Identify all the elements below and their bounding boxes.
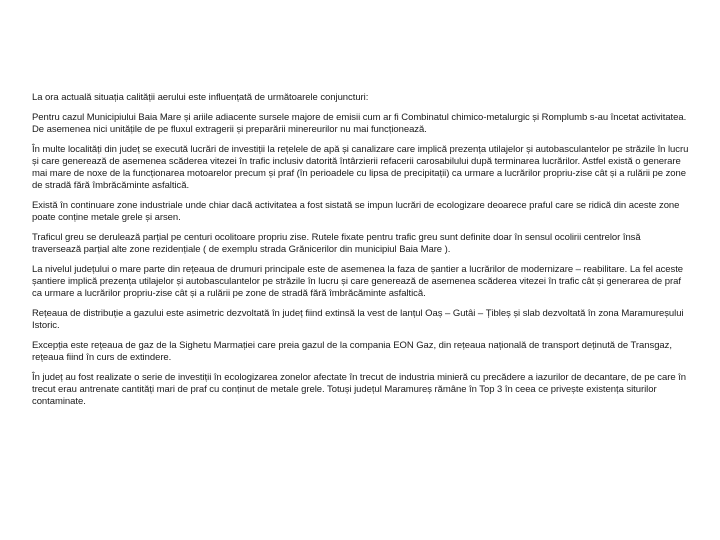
paragraph-road-network: La nivelul județului o mare parte din rețeaua de drumuri principale este de asemenea la faza de șantier a lucrărilor de modernizare – reabilitare. La fel aceste șantiere implică prezența utilajelor și autobasculantelor pe străzile în lucru și care generează de asemenea scăderea vitezei în trafic cât și generarea de praf ca urmare a lucrărilor propriu-zise cât și a rulării pe zone de stradă fără îmbrăcăminte asfaltică.	[32, 264, 684, 299]
paragraph-gas-exception: Excepția este rețeaua de gaz de la Sighetu Marmației care preia gazul de la compania EON Gaz, din rețeaua națională de transport deținută de Transgaz, rețeaua fiind în curs de extindere.	[32, 340, 672, 363]
paragraph-industrial-zones: Există în continuare zone industriale unde chiar dacă activitatea a fost sistată se impun lucrări de ecologizare deoarece praful care se ridică din aceste zone poate conține metale grele și arsen.	[32, 200, 680, 223]
paragraph-water-works: În multe localități din județ se execută lucrări de investiții la rețelele de apă și canalizare care implică prezența utilajelor și autobasculantelor pe străzile în lucru și care generează de asemenea scăderea vitezei în trafic inclusiv datorită întârzierii refacerii carosabilului după terminarea lucrărilor. Astfel există o generare mai mare de noxe de la funcționarea motoarelor precum și praf (în perioadele cu lipsa de precipitații) ca urmare a lucrărilor propriu-zise cât și a rulării pe zone de stradă fără îmbrăcăminte asfaltică.	[32, 144, 689, 191]
paragraph-gas-network: Rețeaua de distribuție a gazului este asimetric dezvoltată în județ fiind extinsă la vest de lanțul Oaș – Gutâi – Țibleș și slab dezvoltată în zona Maramureșului Istoric.	[32, 308, 684, 331]
paragraph-ecological-investments: În județ au fost realizate o serie de investiții în ecologizarea zonelor afectate în trecut de industria minieră cu precădere a iazurilor de decantare, de pe care în trecut erau antrenate cantități mari de praf cu conținut de metale grele. Totuși județul Maramureș rămâne în Top 3 în ceea ce privește existența siturilor contaminate.	[32, 372, 686, 407]
paragraph-heavy-traffic: Traficul greu se derulează parțial pe centuri ocolitoare propriu zise. Rutele fixate pentru trafic greu sunt definite doar în sensul ocolirii centrelor însă traversează parțial alte zone rezidențiale ( de exemplu strada Grănicerilor din municipiul Baia Mare ).	[32, 232, 641, 255]
document-body	[32, 92, 692, 416]
paragraph-baia-mare-emissions: Pentru cazul Municipiului Baia Mare și ariile adiacente sursele majore de emisii cum ar fi Combinatul chimico-metalurgic și Romplumb s-au încetat activitatea. De asemenea nici unitățile de pe fluxul extragerii și preparării minereurilor nu mai funcționează.	[32, 112, 687, 135]
paragraph-intro: La ora actuală situația calității aerului este influențată de următoarele conjuncturi:	[32, 92, 369, 103]
